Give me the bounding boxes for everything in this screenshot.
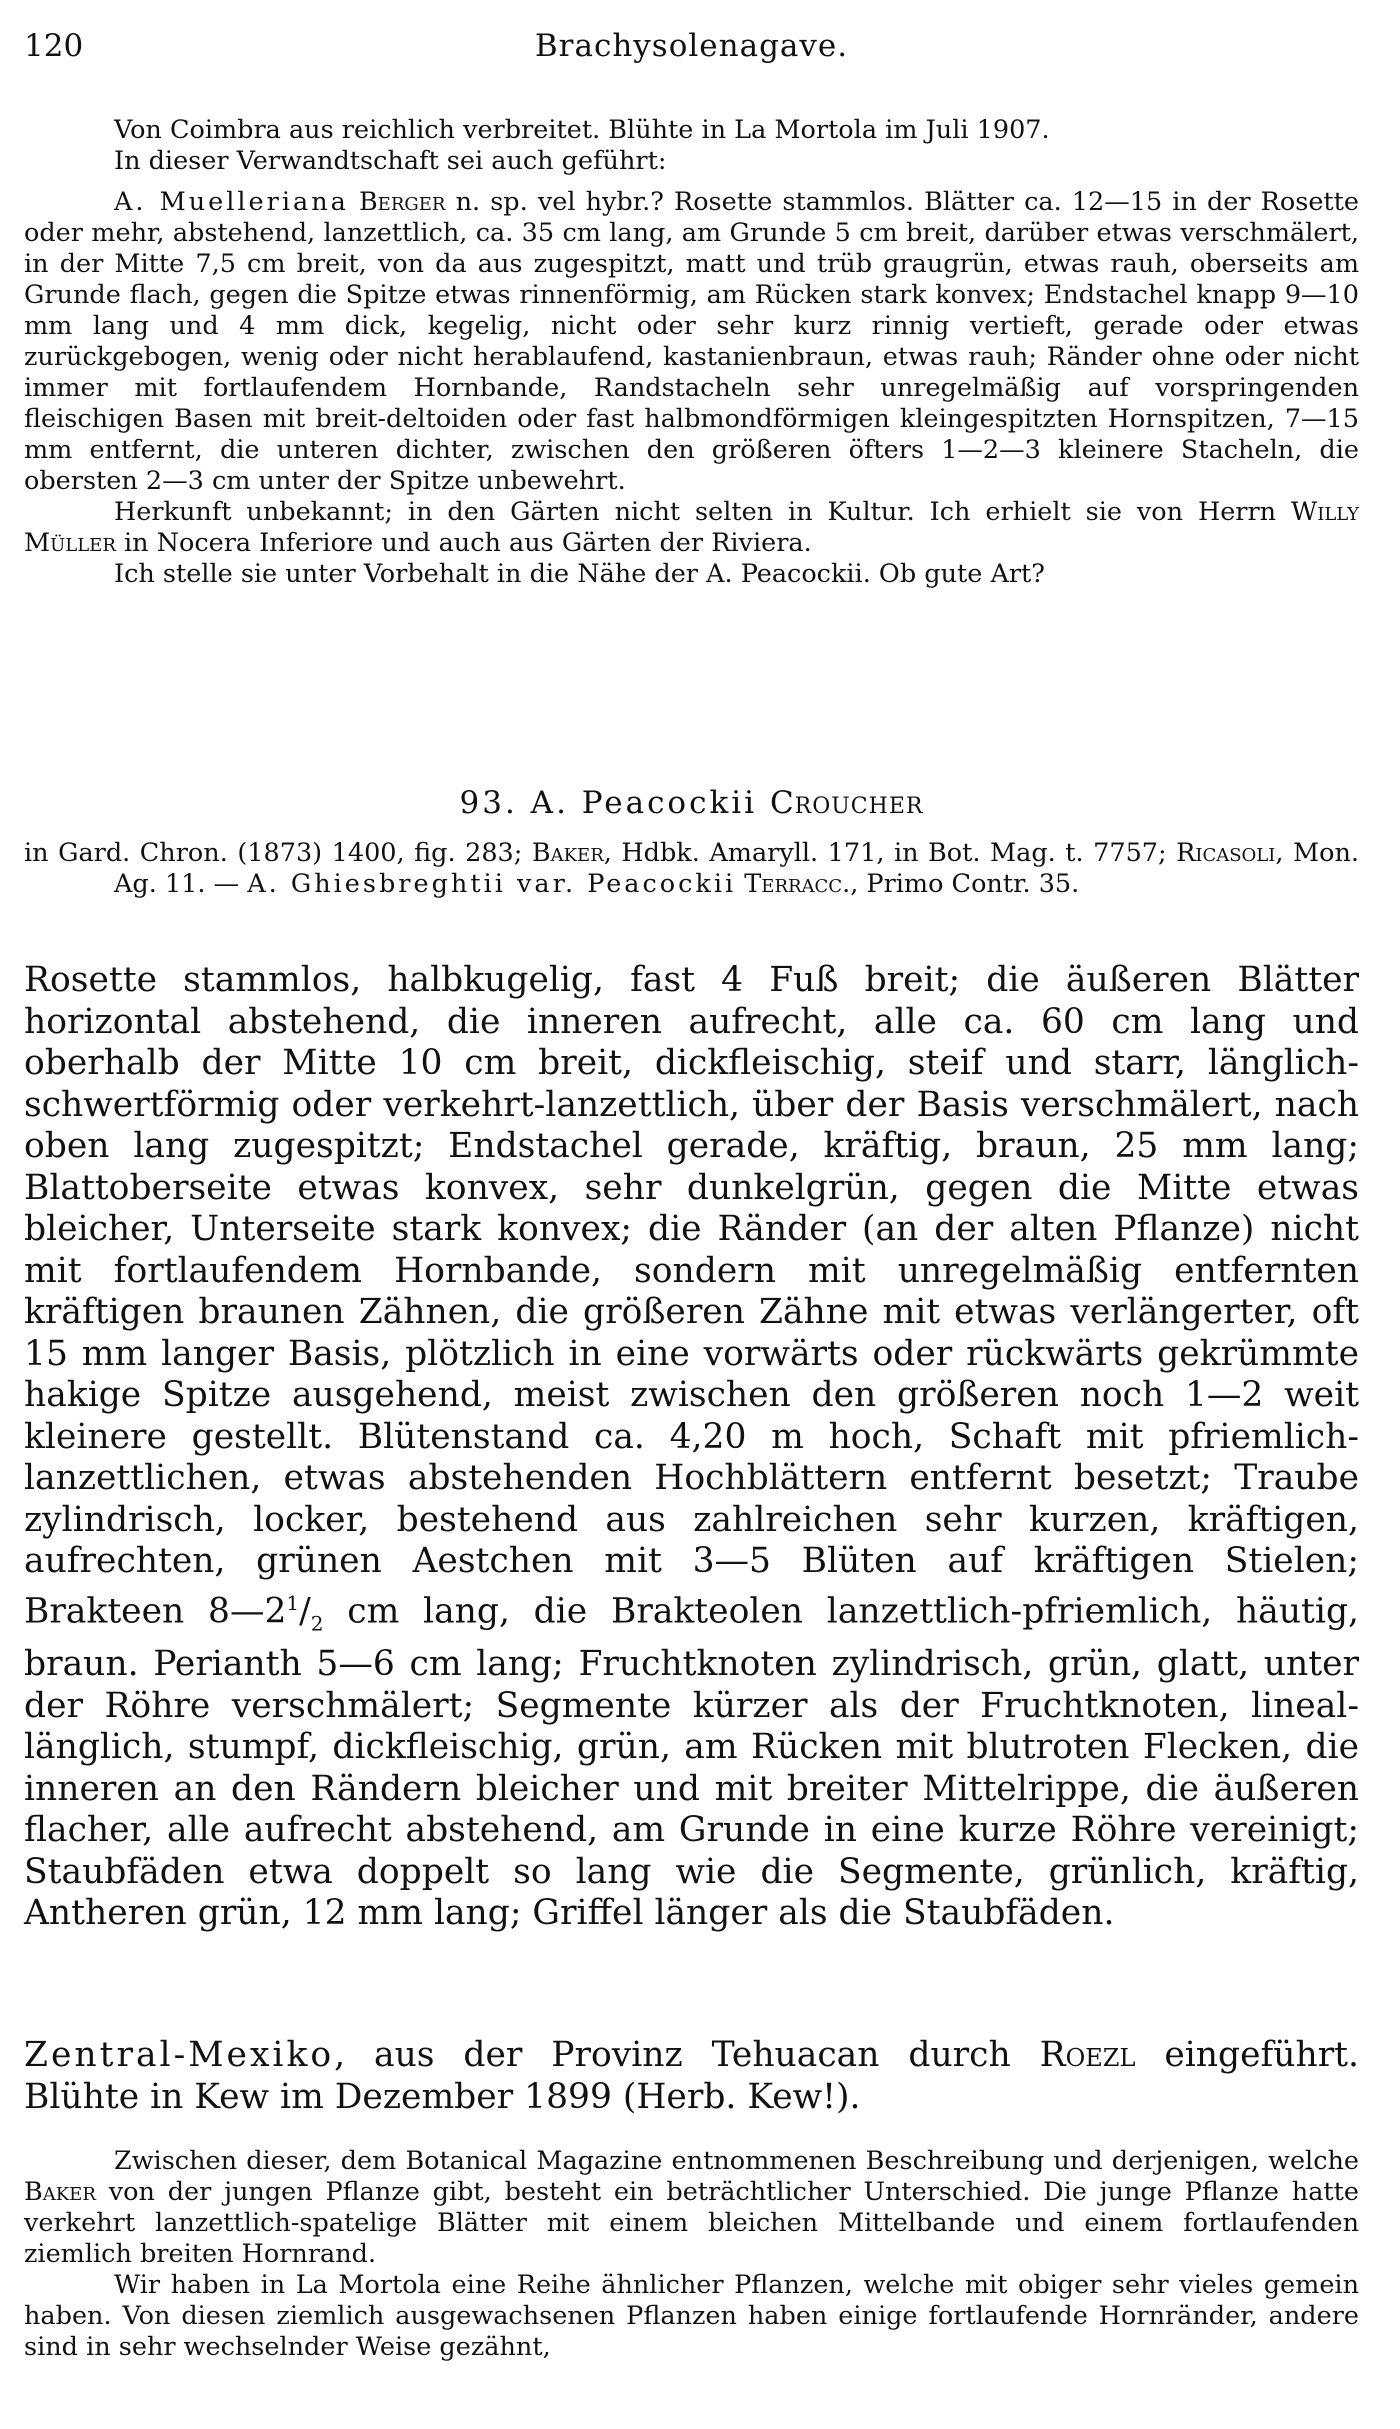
distribution-text — [24, 2035, 1359, 2118]
muelleriana-text: n. sp. vel hybr.? Rosette stammlos. Blätter ca. 12—15 in der Rosette oder mehr, abstehend, lanzettlich, ca. 35 cm lang, am Grunde 5 cm breit, darüber etwas verschmälert, in der Mitte 7,5 cm breit, von da aus zugespitzt, matt und trüb graugrün, etwas rauh, oberseits am Grunde flach, gegen die Spitze etwas rinnenförmig, am Rücken stark konvex; Endstachel knapp 9—10 mm lang und 4 mm dick, kegelig, nicht oder sehr kurz rinnig vertieft, gerade oder etwas zurückgebogen, wenig oder nicht herablaufend, kastanienbraun, etwas rauh; Ränder ohne oder nicht immer mit fortlaufendem Hornbande, Randstacheln sehr unregelmäßig auf vorspringenden fleischigen Basen mit breit-deltoiden oder fast halbmondförmigen kleingespitzten Hornspitzen, 7—15 mm entfernt, die unteren dichter, zwischen den größeren öfters 1—2—3 kleinere Stacheln, die obersten 2—3 cm unter der Spitze unbewehrt. — [24, 187, 1359, 496]
notes — [24, 2146, 1359, 2363]
muelleriana-name: A. Muelleriana — [114, 187, 349, 217]
running-title: Brachysolenagave. — [534, 28, 849, 64]
page-number: 120 — [24, 28, 84, 64]
origin-person: Willy Müller — [24, 497, 1359, 558]
notes-p1-a: Zwischen dieser, dem Botanical Magazine entnommenen Beschreibung und derjenigen, welche — [114, 2146, 1359, 2176]
syn-ghiesbreghtii: A. Ghiesbreghtii var. Peacockii — [247, 869, 737, 899]
description-text-b: cm lang, die Brakteolen lanzettlich-pfriemlich, häutig, braun. Perianth 5—6 cm lang; Fruchtknoten zylindrisch, grün, glatt, unter der Röhre verschmälert; Segmente kürzer als der Fruchtknoten, lineal-länglich, stumpf, dickfleischig, grün, am Rücken mit blutroten Flecken, die inneren an den Rändern bleicher und mit breiter Mittelrippe, die äußeren flacher, alle aufrecht abstehend, am Grunde in eine kurze Röhre vereinigt; Staubfäden etwa doppelt so lang wie die Segmente, grünlich, kräftig, Antheren grün, 12 mm lang; Griffel länger als die Staubfäden. — [24, 1591, 1359, 1934]
distribution-text-a: , aus der Provinz Tehuacan durch — [334, 2035, 1011, 2075]
muelleriana-note: Ich stelle sie unter Vorbehalt in die Nähe der A. Peacockii. Ob gute Art? — [114, 559, 1045, 589]
fraction-numerator: 1 — [286, 1590, 300, 1615]
distribution-person: Roezl — [1039, 2035, 1136, 2075]
fraction-denominator: 2 — [310, 1610, 324, 1635]
description-paragraph: Rosette stammlos, halbkugelig, fast 4 Fuß breit; die äußeren Blätter horizontal abstehend, die inneren aufrecht, alle ca. 60 cm lang und oberhalb der Mitte 10 cm breit, dickfleischig, steif und starr, länglich-schwertförmig oder verkehrt-lanzettlich, über der Basis verschmälert, nach oben lang zugespitzt; Endstachel gerade, kräftig, braun, 25 mm lang; Blattoberseite etwas konvex, sehr dunkelgrün, gegen die Mitte etwas bleicher, Unterseite stark konvex; die Ränder (an der alten Pflanze) nicht mit fortlaufendem Hornbande, sondern mit unregelmäßig entfernten kräftigen braunen Zähnen, die größeren Zähne mit etwas verlängerter, oft 15 mm langer Basis, plötzlich in eine vorwärts oder rückwärts gekrümmte hakige Spitze ausgehend, meist zwischen den größeren noch 1—2 weit kleinere gestellt. Blütenstand ca. 4,20 m hoch, Schaft mit pfriemlich-lanzettlichen, etwas abstehenden Hochblättern entfernt besetzt; Traube zylindrisch, locker, bestehend aus zahlreichen sehr kurzen, kräftigen, aufrechten, grünen Aestchen mit 3—5 Blüten auf kräftigen Stielen; Brakteen $8—2^1/_2$ cm lang, die Brakteolen lanzettlich-pfriemlich, häutig, braun. Perianth 5—6 cm lang; Fruchtknoten zylindrisch, grün, glatt, unter der Röhre verschmälert; Segmente kürzer als der Fruchtknoten, lineal-länglich, stumpf, dickfleischig, grün, am Rücken mit blutroten Flecken, die inneren an den Rändern bleicher und mit breiter Mittelrippe, die äußeren flacher, alle aufrecht abstehend, am Grunde in eine kurze Röhre vereinigt; Staubfäden etwa doppelt so lang wie die Segmente, grünlich, kräftig, Antheren grün, 12 mm lang; Griffel länger als die Staubfäden. — [24, 960, 1359, 1934]
notes-p1-b: von der jungen Pflanze gibt, besteht ein beträchtlicher Unterschied. Die junge Pflanze hatte verkehrt lanzettlich-spatelige Blätter mit einem bleichen Mittelbande und einem fortlaufenden ziemlich breiten Hornrand. — [24, 2177, 1359, 2269]
page-header — [24, 28, 1359, 78]
origin-text-b: in Nocera Inferiore und auch aus Gärten der Riviera. — [124, 528, 812, 558]
notes-paragraph-2: Wir haben in La Mortola eine Reihe ähnlicher Pflanzen, welche mit obiger sehr vieles gemein haben. Von diesen ziemlich ausgewachsenen Pflanzen haben einige fortlaufende Hornränder, andere sind in sehr wechselnder Weise gezähnt, — [24, 2270, 1359, 2362]
distribution-text-b: eingeführt. Blühte in Kew im Dezember 1899 (Herb. Kew!). — [24, 2035, 1360, 2117]
species-description — [24, 960, 1359, 1935]
muelleriana-author: Berger — [358, 187, 446, 217]
muelleriana-origin — [24, 497, 1359, 559]
synonymy — [24, 838, 1359, 900]
syn-part-b: , Hdbk. Amaryll. 171, in Bot. Mag. t. 7757; — [603, 838, 1167, 868]
species-number-name: 93. A. Peacockii — [459, 785, 758, 821]
syn-part-a: in Gard. Chron. (1873) 1400, fig. 283; — [24, 838, 523, 868]
origin-text: Herkunft unbekannt; in den Gärten nicht selten in Kultur. Ich erhielt sie von Herrn — [114, 497, 1277, 527]
description-text: Rosette stammlos, halbkugelig, fast 4 Fuß breit; die äußeren Blätter horizontal abstehend, die inneren aufrecht, alle ca. 60 cm lang und oberhalb der Mitte 10 cm breit, dickfleischig, steif und starr, länglich-schwertförmig oder verkehrt-lanzettlich, über der Basis verschmälert, nach oben lang zugespitzt; Endstachel gerade, kräftig, braun, 25 mm lang; Blattoberseite etwas konvex, sehr dunkelgrün, gegen die Mitte etwas bleicher, Unterseite stark konvex; die Ränder (an der alten Pflanze) nicht mit fortlaufendem Hornbande, sondern mit unregelmäßig entfernten kräftigen braunen Zähnen, die größeren Zähne mit etwas verlängerter, oft 15 mm langer Basis, plötzlich in eine vorwärts oder rückwärts gekrümmte hakige Spitze ausgehend, meist zwischen den größeren noch 1—2 weit kleinere gestellt. Blütenstand ca. 4,20 m hoch, Schaft mit pfriemlich-lanzettlichen, etwas abstehenden Hochblättern entfernt besetzt; Traube zylindrisch, locker, bestehend aus zahlreichen sehr kurzen, kräftigen, aufrechten, grünen Aestchen mit 3—5 Blüten auf kräftigen Stielen; Brakteen 8—2 — [24, 960, 1359, 1631]
intro-and-muelleriana — [24, 115, 1359, 590]
notes-paragraph-1 — [24, 2146, 1359, 2270]
syn-part-d: , Primo Contr. 35. — [850, 869, 1080, 899]
synonymy-text — [24, 838, 1359, 900]
intro-line-1: Von Coimbra aus reichlich verbreitet. Blühte in La Mortola im Juli 1907. — [114, 115, 1050, 145]
syn-terracc: Terracc. — [744, 869, 851, 899]
syn-baker: Baker — [531, 838, 604, 868]
muelleriana-description — [24, 187, 1359, 497]
intro-line-2: In dieser Verwandtschaft sei auch geführt: — [114, 146, 667, 176]
distribution — [24, 2035, 1359, 2118]
species-author: Croucher — [769, 785, 924, 821]
species-heading — [24, 785, 1359, 821]
syn-part-c: , Mon. Ag. 11. — — [114, 838, 1359, 899]
syn-ricasoli: Ricasoli — [1176, 838, 1276, 868]
distribution-region: Zentral-Mexiko — [24, 2035, 335, 2075]
notes-baker: Baker — [24, 2177, 96, 2207]
